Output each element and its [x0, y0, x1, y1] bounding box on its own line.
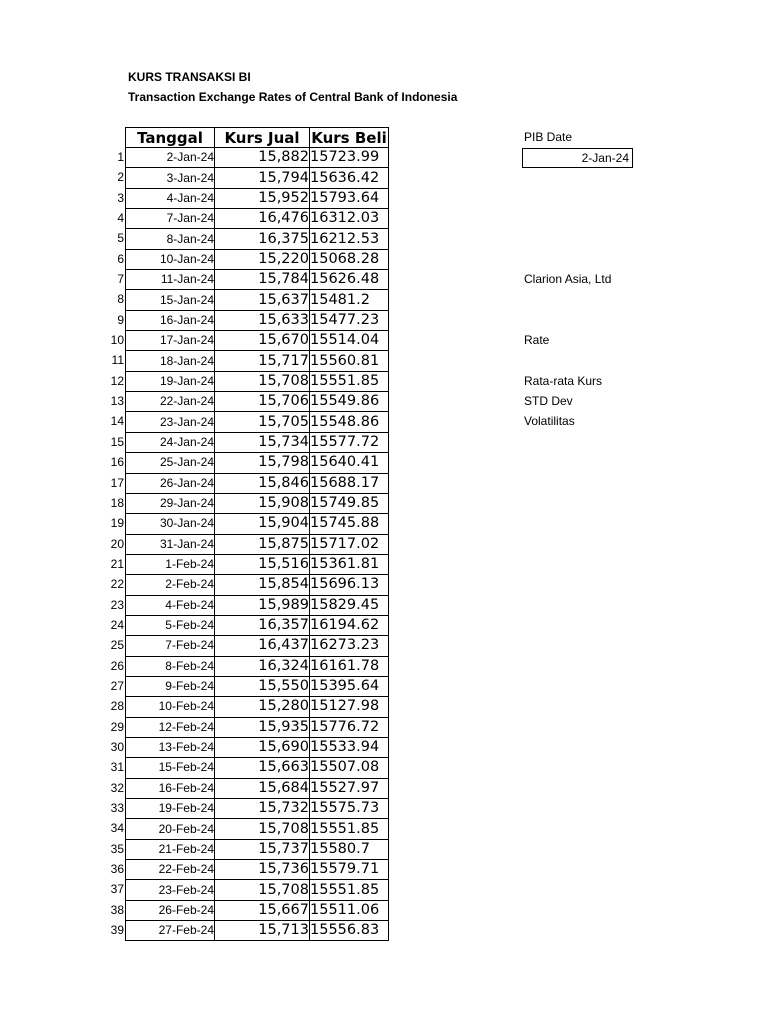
kurs-jual-cell[interactable]: 15,690: [215, 737, 310, 757]
row-number: 20: [110, 536, 124, 551]
volatility-label: Volatilitas: [524, 414, 575, 428]
kurs-beli-cell[interactable]: 16273.23: [310, 636, 389, 656]
kurs-beli-cell[interactable]: 15640.41: [310, 453, 389, 473]
row-number: 1: [117, 150, 124, 164]
table-row: [126, 900, 389, 920]
row-number: 38: [110, 902, 124, 917]
row-number: 17: [110, 475, 124, 490]
row-number: 25: [110, 638, 124, 653]
rate-label: Rate: [524, 333, 550, 347]
kurs-jual-cell[interactable]: 15,717: [215, 351, 310, 371]
kurs-jual-cell[interactable]: 15,684: [215, 778, 310, 798]
row-number: 33: [110, 801, 124, 815]
row-number: 11: [111, 353, 124, 368]
date-cell[interactable]: 16-Jan-24: [126, 310, 215, 330]
table-row: [126, 473, 389, 493]
row-number: 14: [110, 414, 124, 429]
row-number: 28: [110, 699, 124, 714]
kurs-jual-cell[interactable]: 15,670: [215, 331, 310, 351]
average-rate-label: Rata-rata Kurs: [524, 374, 603, 388]
date-cell[interactable]: 17-Jan-24: [126, 331, 215, 351]
date-cell[interactable]: 11-Jan-24: [126, 270, 215, 290]
kurs-beli-cell[interactable]: 15533.94: [310, 737, 389, 757]
column-header-tanggal: Tanggal: [126, 128, 215, 148]
kurs-beli-cell[interactable]: 15556.83: [310, 921, 389, 941]
date-cell[interactable]: 15-Feb-24: [126, 758, 215, 778]
table-row: [126, 331, 389, 351]
kurs-beli-cell[interactable]: 15749.85: [310, 493, 389, 513]
table-row: [126, 799, 389, 819]
row-number: 7: [117, 272, 124, 287]
row-number: 13: [110, 394, 124, 409]
row-number: 3: [117, 190, 124, 205]
kurs-beli-cell[interactable]: 15723.99: [310, 148, 389, 168]
kurs-beli-cell[interactable]: 15511.06: [310, 900, 389, 920]
date-cell[interactable]: 20-Feb-24: [126, 819, 215, 839]
date-cell[interactable]: 4-Jan-24: [126, 188, 215, 208]
row-number-column: [100, 147, 124, 940]
table-row: [126, 921, 389, 941]
kurs-jual-cell[interactable]: 15,875: [215, 534, 310, 554]
table-row: [126, 575, 389, 595]
kurs-jual-cell[interactable]: 15,708: [215, 371, 310, 391]
column-header-kurs-jual: Kurs Jual: [215, 128, 310, 148]
table-row: [126, 656, 389, 676]
row-number: 37: [110, 882, 124, 897]
table-row: [126, 209, 389, 229]
kurs-jual-cell[interactable]: 15,713: [215, 921, 310, 941]
row-number: 32: [110, 780, 124, 795]
date-cell[interactable]: 8-Jan-24: [126, 229, 215, 249]
row-number: 35: [110, 841, 124, 856]
kurs-jual-cell[interactable]: 15,908: [215, 493, 310, 513]
kurs-beli-cell[interactable]: 15127.98: [310, 697, 389, 717]
date-cell[interactable]: 10-Jan-24: [126, 249, 215, 269]
table-row: [126, 148, 389, 168]
kurs-beli-cell[interactable]: 15636.42: [310, 168, 389, 188]
table-row: [126, 534, 389, 554]
table-body: [126, 148, 389, 941]
row-number: 16: [110, 455, 124, 470]
row-number: 15: [110, 434, 124, 449]
table-row: [126, 310, 389, 330]
table-row: [126, 595, 389, 615]
row-number: 9: [117, 312, 124, 327]
kurs-jual-cell[interactable]: 15,280: [215, 697, 310, 717]
kurs-jual-cell[interactable]: 15,734: [215, 432, 310, 452]
date-cell[interactable]: 23-Jan-24: [126, 412, 215, 432]
kurs-beli-cell[interactable]: 15481.2: [310, 290, 389, 310]
table-row: [126, 819, 389, 839]
column-header-kurs-beli: Kurs Beli: [311, 128, 387, 147]
kurs-beli-cell[interactable]: 15551.85: [310, 819, 389, 839]
company-name: Clarion Asia, Ltd: [524, 272, 612, 286]
table-row: [126, 249, 389, 269]
kurs-beli-cell[interactable]: 15717.02: [310, 534, 389, 554]
table-row: [126, 514, 389, 534]
date-cell[interactable]: 15-Jan-24: [126, 290, 215, 310]
kurs-beli-cell[interactable]: 16161.78: [310, 656, 389, 676]
kurs-jual-cell[interactable]: 15,794: [215, 168, 310, 188]
kurs-beli-cell[interactable]: 15548.86: [310, 412, 389, 432]
date-cell[interactable]: 22-Jan-24: [126, 392, 215, 412]
row-number: 4: [117, 211, 124, 226]
kurs-beli-cell[interactable]: 15577.72: [310, 432, 389, 452]
row-number: 21: [110, 556, 124, 571]
table-row: [126, 717, 389, 737]
table-row: [126, 860, 389, 880]
kurs-jual-cell[interactable]: 15,705: [215, 412, 310, 432]
kurs-jual-cell[interactable]: 15,633: [215, 310, 310, 330]
exchange-rate-table: [125, 127, 389, 941]
date-cell[interactable]: 7-Feb-24: [126, 636, 215, 656]
kurs-jual-cell[interactable]: 16,476: [215, 209, 310, 229]
date-cell[interactable]: 8-Feb-24: [126, 656, 215, 676]
table-row: [126, 270, 389, 290]
date-cell[interactable]: 5-Feb-24: [126, 615, 215, 635]
row-number: 2: [117, 170, 124, 185]
kurs-beli-cell[interactable]: 15688.17: [310, 473, 389, 493]
kurs-beli-cell[interactable]: 15514.04: [310, 331, 389, 351]
date-cell[interactable]: 18-Jan-24: [126, 351, 215, 371]
kurs-beli-cell[interactable]: 16194.62: [310, 615, 389, 635]
kurs-jual-cell[interactable]: 15,854: [215, 575, 310, 595]
date-cell[interactable]: 30-Jan-24: [126, 514, 215, 534]
table-row: [126, 737, 389, 757]
table-row: [126, 351, 389, 371]
row-number: 22: [110, 577, 124, 592]
kurs-jual-cell[interactable]: 15,663: [215, 758, 310, 778]
table-row: [126, 371, 389, 391]
row-number: 26: [110, 658, 124, 673]
date-cell[interactable]: 13-Feb-24: [126, 737, 215, 757]
date-cell[interactable]: 26-Jan-24: [126, 473, 215, 493]
kurs-beli-cell[interactable]: 15580.7: [310, 839, 389, 859]
row-number: 24: [110, 617, 124, 632]
date-cell[interactable]: 3-Jan-24: [126, 168, 215, 188]
table-header-row: [126, 128, 389, 148]
kurs-jual-cell[interactable]: 15,736: [215, 860, 310, 880]
kurs-jual-cell[interactable]: 15,706: [215, 392, 310, 412]
kurs-beli-cell[interactable]: 16212.53: [310, 229, 389, 249]
kurs-jual-cell[interactable]: 15,846: [215, 473, 310, 493]
kurs-beli-cell[interactable]: 15575.73: [310, 799, 389, 819]
row-number: 23: [110, 597, 124, 612]
row-number: 39: [110, 923, 124, 938]
date-cell[interactable]: 27-Feb-24: [126, 921, 215, 941]
kurs-jual-cell[interactable]: 15,882: [215, 148, 310, 168]
kurs-jual-cell[interactable]: 15,550: [215, 676, 310, 696]
kurs-beli-cell[interactable]: 15829.45: [310, 595, 389, 615]
kurs-jual-cell[interactable]: 16,324: [215, 656, 310, 676]
table-row: [126, 697, 389, 717]
kurs-jual-cell[interactable]: 16,357: [215, 615, 310, 635]
table-row: [126, 676, 389, 696]
row-number: 31: [110, 760, 124, 775]
kurs-beli-cell[interactable]: 15626.48: [310, 270, 389, 290]
kurs-jual-cell[interactable]: 15,708: [215, 880, 310, 900]
date-cell[interactable]: 16-Feb-24: [126, 778, 215, 798]
pib-date-label: PIB Date: [524, 130, 573, 144]
table-row: [126, 453, 389, 473]
kurs-beli-cell[interactable]: 15068.28: [310, 249, 389, 269]
kurs-jual-cell[interactable]: 15,667: [215, 900, 310, 920]
date-cell[interactable]: 19-Jan-24: [126, 371, 215, 391]
date-cell[interactable]: 23-Feb-24: [126, 880, 215, 900]
kurs-jual-cell[interactable]: 15,637: [215, 290, 310, 310]
kurs-beli-cell[interactable]: 15507.08: [310, 758, 389, 778]
kurs-jual-cell[interactable]: 15,516: [215, 554, 310, 574]
table-row: [126, 880, 389, 900]
table-row: [126, 839, 389, 859]
row-number: 5: [117, 231, 124, 246]
kurs-beli-cell[interactable]: 15745.88: [310, 514, 389, 534]
kurs-jual-cell[interactable]: 16,437: [215, 636, 310, 656]
kurs-jual-cell[interactable]: 15,737: [215, 839, 310, 859]
table-row: [126, 758, 389, 778]
row-number: 29: [110, 719, 124, 734]
table-row: [126, 229, 389, 249]
row-number: 10: [110, 333, 124, 348]
kurs-beli-cell[interactable]: 15549.86: [310, 392, 389, 412]
kurs-beli-cell[interactable]: 16312.03: [310, 209, 389, 229]
kurs-jual-cell[interactable]: 15,798: [215, 453, 310, 473]
date-cell[interactable]: 2-Jan-24: [126, 148, 215, 168]
date-cell[interactable]: 9-Feb-24: [126, 676, 215, 696]
kurs-jual-cell[interactable]: 16,375: [215, 229, 310, 249]
kurs-jual-cell[interactable]: 15,708: [215, 819, 310, 839]
kurs-jual-cell[interactable]: 15,935: [215, 717, 310, 737]
kurs-beli-cell[interactable]: 15477.23: [310, 310, 389, 330]
row-number: 27: [110, 678, 124, 693]
date-cell[interactable]: 12-Feb-24: [126, 717, 215, 737]
table-row: [126, 778, 389, 798]
date-cell[interactable]: 24-Jan-24: [126, 432, 215, 452]
date-cell[interactable]: 1-Feb-24: [126, 554, 215, 574]
kurs-beli-cell[interactable]: 15361.81: [310, 554, 389, 574]
kurs-beli-cell[interactable]: 15579.71: [310, 860, 389, 880]
row-number: 18: [110, 495, 124, 510]
kurs-jual-cell[interactable]: 15,989: [215, 595, 310, 615]
table-row: [126, 615, 389, 635]
kurs-beli-cell[interactable]: 15551.85: [310, 371, 389, 391]
document-subtitle: Transaction Exchange Rates of Central Bank of Indonesia: [128, 90, 458, 104]
table-row: [126, 554, 389, 574]
row-number: 19: [110, 516, 124, 531]
row-number: 12: [110, 373, 124, 388]
kurs-beli-cell[interactable]: 15551.85: [310, 880, 389, 900]
date-cell[interactable]: 31-Jan-24: [126, 534, 215, 554]
date-cell[interactable]: 25-Jan-24: [126, 453, 215, 473]
date-cell[interactable]: 29-Jan-24: [126, 493, 215, 513]
date-cell[interactable]: 19-Feb-24: [126, 799, 215, 819]
kurs-beli-cell[interactable]: 15560.81: [310, 351, 389, 371]
kurs-beli-cell[interactable]: 15696.13: [310, 575, 389, 595]
row-number: 36: [110, 862, 124, 877]
table-row: [126, 290, 389, 310]
kurs-beli-cell[interactable]: 15793.64: [310, 188, 389, 208]
date-cell[interactable]: 4-Feb-24: [126, 595, 215, 615]
date-cell[interactable]: 22-Feb-24: [126, 860, 215, 880]
kurs-beli-cell[interactable]: 15776.72: [310, 717, 389, 737]
date-cell[interactable]: 21-Feb-24: [126, 839, 215, 859]
kurs-beli-cell[interactable]: 15527.97: [310, 778, 389, 798]
table-row: [126, 412, 389, 432]
std-dev-label: STD Dev: [524, 394, 573, 408]
kurs-jual-cell[interactable]: 15,904: [215, 514, 310, 534]
table-row: [126, 493, 389, 513]
kurs-beli-cell[interactable]: 15395.64: [310, 676, 389, 696]
row-number: 8: [117, 292, 124, 307]
date-cell[interactable]: 2-Feb-24: [126, 575, 215, 595]
table-row: [126, 188, 389, 208]
document-title: KURS TRANSAKSI BI: [128, 70, 251, 84]
table-row: [126, 168, 389, 188]
row-number: 30: [110, 739, 124, 754]
row-number: 34: [110, 821, 124, 836]
kurs-jual-cell[interactable]: 15,732: [215, 799, 310, 819]
kurs-jual-cell[interactable]: 15,220: [215, 249, 310, 269]
table-row: [126, 392, 389, 412]
kurs-jual-cell[interactable]: 15,952: [215, 188, 310, 208]
table-row: [126, 432, 389, 452]
pib-date-cell[interactable]: 2-Jan-24: [522, 148, 633, 168]
row-number: 6: [117, 251, 124, 266]
kurs-jual-cell[interactable]: 15,784: [215, 270, 310, 290]
table-row: [126, 636, 389, 656]
date-cell[interactable]: 10-Feb-24: [126, 697, 215, 717]
date-cell[interactable]: 7-Jan-24: [126, 209, 215, 229]
date-cell[interactable]: 26-Feb-24: [126, 900, 215, 920]
